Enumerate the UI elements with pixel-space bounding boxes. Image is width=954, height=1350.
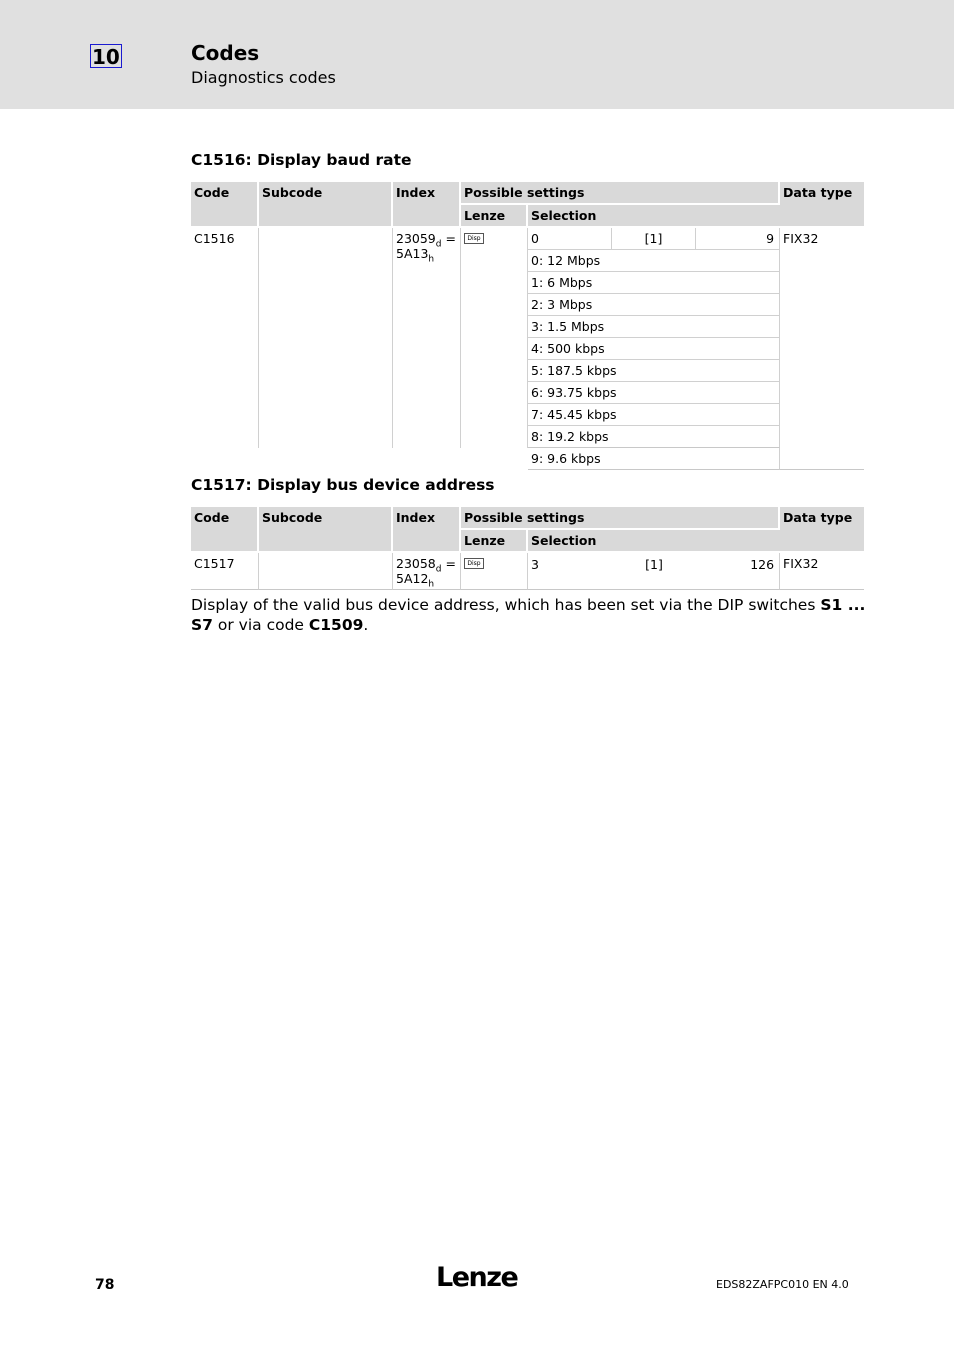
table-row — [191, 228, 864, 250]
section-title-c1516: C1516: Display baud rate — [191, 151, 412, 169]
col-header-selection: Selection — [528, 205, 780, 228]
col-header-code: Code — [191, 507, 259, 553]
index-hex-suffix: h — [428, 579, 435, 590]
index-decimal-suffix: d — [435, 239, 442, 250]
option-item: 2: 3 Mbps — [528, 294, 780, 316]
lenze-cell — [461, 228, 528, 448]
option-item: 6: 93.75 kbps — [528, 382, 780, 404]
index-decimal-suffix: d — [435, 564, 442, 575]
index-hex: 5A13 — [396, 246, 429, 261]
page-header — [0, 0, 954, 109]
page-number: 78 — [95, 1277, 115, 1293]
col-header-selection: Selection — [528, 530, 780, 553]
section-title-c1517: C1517: Display bus device address — [191, 476, 495, 494]
index-equals: = — [441, 556, 456, 571]
spacer — [780, 448, 864, 470]
display-only-icon: Disp — [464, 558, 484, 569]
index-equals: = — [441, 231, 456, 246]
description-paragraph — [191, 595, 866, 635]
option-item: 5: 187.5 kbps — [528, 360, 780, 382]
selection-max: 9 — [696, 228, 780, 250]
description-text: Display of the valid bus device address, which has been set via the DIP switches — [191, 596, 821, 614]
index-decimal: 23059 — [396, 231, 436, 246]
description-code-ref[interactable]: C1509 — [308, 616, 364, 634]
index-cell — [393, 228, 461, 448]
description-text: or via code — [212, 616, 309, 634]
col-header-subcode: Subcode — [259, 507, 393, 553]
table-c1517 — [191, 507, 864, 590]
col-header-data-type: Data type — [780, 182, 864, 228]
option-item: 9: 9.6 kbps — [528, 448, 780, 470]
index-hex: 5A12 — [396, 571, 429, 586]
col-header-index: Index — [393, 182, 461, 228]
col-header-data-type: Data type — [780, 507, 864, 553]
selection-min: 0 — [528, 228, 612, 250]
display-only-icon: Disp — [464, 233, 484, 244]
option-item: 7: 45.45 kbps — [528, 404, 780, 426]
col-header-index: Index — [393, 507, 461, 553]
index-hex-suffix: h — [428, 254, 435, 265]
chapter-subtitle: Diagnostics codes — [191, 68, 336, 87]
chapter-number-link[interactable]: 10 — [92, 45, 120, 69]
table-c1516 — [191, 182, 864, 470]
selection-step: [1] — [612, 228, 696, 250]
col-header-lenze: Lenze — [461, 205, 528, 228]
subcode-cell — [259, 553, 393, 590]
lenze-logo: Lenze — [436, 1262, 518, 1293]
index-cell — [393, 553, 461, 590]
table-row — [191, 448, 864, 470]
index-decimal: 23058 — [396, 556, 436, 571]
option-item: 3: 1.5 Mbps — [528, 316, 780, 338]
chapter-title: Codes — [191, 41, 260, 65]
lenze-cell — [461, 553, 528, 590]
description-dip-switches: S1 ... S7 — [191, 596, 866, 634]
col-header-lenze: Lenze — [461, 530, 528, 553]
description-text: . — [363, 616, 369, 634]
option-item: 0: 12 Mbps — [528, 250, 780, 272]
data-type-cell: FIX32 — [780, 553, 864, 590]
col-header-subcode: Subcode — [259, 182, 393, 228]
col-header-possible-settings: Possible settings — [461, 507, 780, 530]
col-header-possible-settings: Possible settings — [461, 182, 780, 205]
option-item: 8: 19.2 kbps — [528, 426, 780, 448]
document-id: EDS82ZAFPC010 EN 4.0 — [716, 1278, 849, 1291]
spacer — [191, 448, 528, 470]
table-row — [191, 553, 864, 590]
code-cell: C1516 — [191, 228, 259, 448]
option-item: 4: 500 kbps — [528, 338, 780, 360]
subcode-cell — [259, 228, 393, 448]
data-type-cell: FIX32 — [783, 231, 819, 246]
option-item: 1: 6 Mbps — [528, 272, 780, 294]
col-header-code: Code — [191, 182, 259, 228]
selection-step: [1] — [612, 553, 696, 590]
selection-max: 126 — [696, 553, 780, 590]
code-cell: C1517 — [191, 553, 259, 590]
selection-min: 3 — [528, 553, 612, 590]
